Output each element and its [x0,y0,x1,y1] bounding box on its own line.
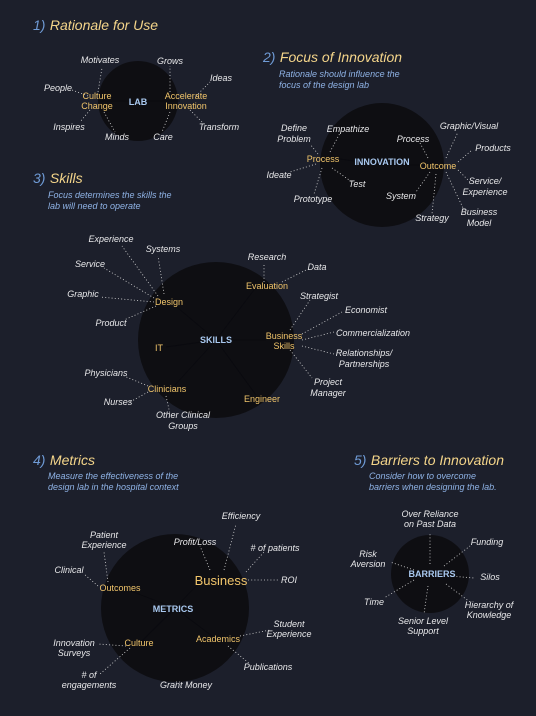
leaf-care: Care [153,132,173,142]
barriers-subtitle: Consider how to overcome barriers when designing the lab. [369,471,497,492]
leaf-business-model: Business Model [460,207,498,228]
leaf-roi: ROI [280,575,298,585]
leaf-relationships: Relationships/ Partnerships [335,348,393,369]
leaf-graphic-visual: Graphic/Visual [439,121,499,131]
leaf-service: Service [74,259,106,269]
skills-subtitle: Focus determines the skills the lab will need to operate [48,190,172,211]
section-focus [262,49,511,228]
leaf-commercialization: Commercialization [335,328,411,338]
leaf-inspires: Inspires [53,122,85,132]
metrics-center: METRICS [152,604,194,614]
leaf-innovation-surveys: Innovation Surveys [53,638,95,658]
leaf-grows: Grows [156,56,184,66]
leaf-hierarchy: Hierarchy of Knowledge [464,600,514,620]
leaf-motivates: Motivates [80,55,120,65]
leaf-strategist: Strategist [299,291,339,301]
leaf-people: People [43,83,73,93]
cat-business: Business [194,573,248,588]
section-heading: 2) Focus of Innovation [263,49,403,65]
leaf-time: Time [364,597,384,607]
leaf-transform: Transform [198,122,240,132]
leaf-ideate: Ideate [266,170,292,180]
leaf-publications: Publications [243,662,293,672]
leaf-funding: Funding [470,537,504,547]
leaf-minds: Minds [104,132,130,142]
barriers-center: BARRIERS [408,569,456,579]
leaf-over-reliance: Over Reliance on Past Data [401,509,459,529]
section-number: 1) Rationale for Use [33,17,159,33]
section-metrics [33,452,312,690]
leaf-systems: Systems [145,244,181,254]
leaf-risk-aversion: Risk Aversion [350,549,386,569]
leaf-efficiency: Efficiency [221,511,261,521]
cat-business-skills: Business Skills [265,331,303,351]
section-heading: 3) Skills [33,170,83,186]
section-heading: 4) Metrics [33,452,96,468]
leaf-products: Products [475,143,511,153]
leaf-define-problem: Define Problem [277,123,311,144]
leaf-student-experience: Student Experience [266,619,312,639]
section-heading: 5) Barriers to Innovation [354,452,504,468]
leaf-profit-loss: Profit/Loss [173,537,217,547]
cat-outcomes: Outcomes [99,583,141,593]
focus-center: INNOVATION [354,157,410,167]
cat-culture: Culture [124,638,154,648]
cat-culture-change [81,91,113,111]
cat-design: Design [154,297,184,307]
leaf-grant-money: Grant Money [159,680,213,690]
l1: Culture [82,91,112,101]
cat-outcome: Outcome [419,161,457,171]
metrics-subtitle: Measure the effectiveness of the design lab in the hospital context [48,471,179,492]
leaf-nurses: Nurses [103,397,133,407]
leaf-service-experience: Service/ Experience [462,176,508,197]
cat-academics: Academics [195,634,241,644]
leaf-silos: Silos [480,572,500,582]
leaf-physicians: Physicians [84,368,128,378]
cat-accelerate-innovation: Accelerate Innovation [164,91,208,111]
leaf-prototype: Prototype [293,194,333,204]
leaf-senior-support: Senior Level Support [397,616,449,636]
leaf-experience: Experience [88,234,134,244]
leaf-data: Data [307,262,327,272]
section-barriers [350,452,515,636]
cat-process: Process [306,154,340,164]
l2: Change [81,101,113,111]
leaf-test: Test [348,179,366,189]
cat-clinicians: Clinicians [147,384,187,394]
skills-center: SKILLS [199,335,233,345]
leaf-engagements: # of engagements [61,670,117,690]
leaf-system: System [385,191,417,201]
leaf-num-patients: # of patients [250,543,300,553]
leaf-economist: Economist [344,305,388,315]
section-rationale [33,17,240,142]
leaf-research: Research [247,252,287,262]
cat-engineer: Engineer [243,394,281,404]
leaf-product: Product [95,318,127,328]
leaf-other-clinical-groups: Other Clinical Groups [155,410,211,431]
leaf-ideas: Ideas [209,73,233,83]
leaf-graphic: Graphic [67,289,99,299]
leaf-clinical: Clinical [54,565,84,575]
rationale-center: LAB [128,97,148,107]
leaf-strategy: Strategy [415,213,449,223]
leaf-project-manager: Project Manager [310,377,346,398]
cat-it: IT [155,343,163,353]
leaf-patient-experience: Patient Experience [81,530,127,550]
cat-evaluation: Evaluation [245,281,289,291]
leaf-process-2: Process [396,134,430,144]
focus-subtitle: Rationale should influence the focus of the design lab [279,69,400,90]
leaf-empathize: Empathize [326,124,370,134]
